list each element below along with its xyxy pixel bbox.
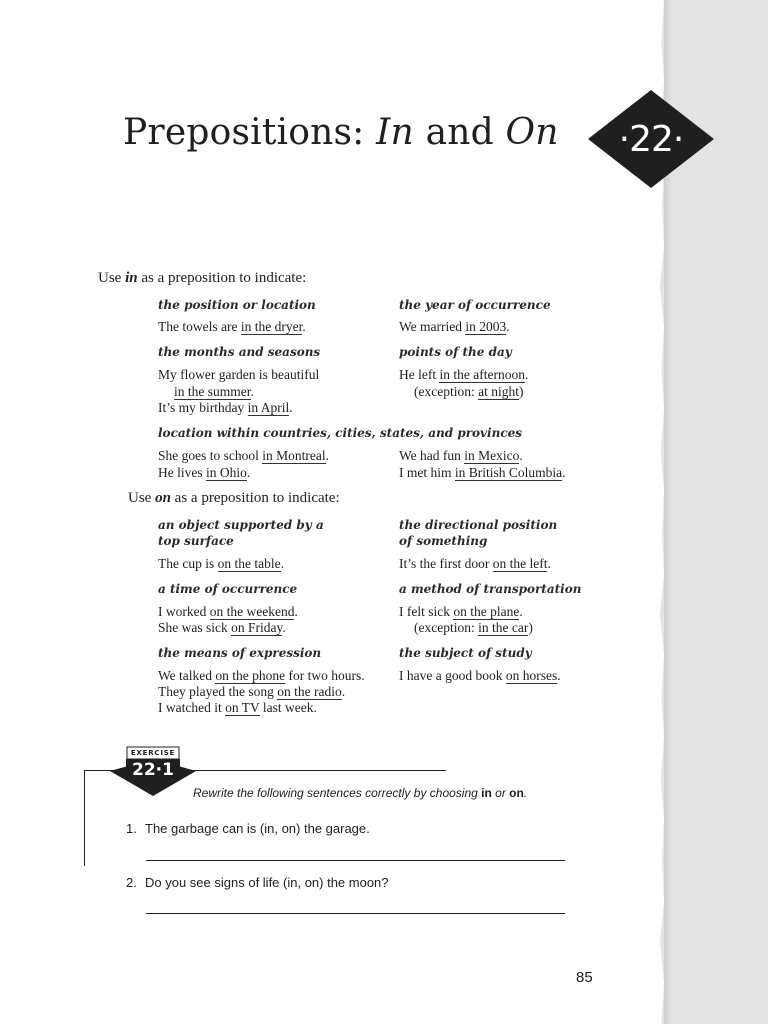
example-line: She goes to school in Montreal. <box>158 448 329 463</box>
example-line: (exception: at night) <box>414 384 524 399</box>
example-line: The cup is on the table. <box>158 556 284 571</box>
intro-in: Use in as a preposition to indicate: <box>98 270 307 286</box>
intro-on: Use on as a preposition to indicate: <box>128 490 340 506</box>
heading-time: a time of occurrence <box>158 582 298 596</box>
example-line: He lives in Ohio. <box>158 465 251 480</box>
heading-points-of-day: points of the day <box>399 345 512 359</box>
example-line: (exception: in the car) <box>414 620 533 635</box>
heading-expression: the means of expression <box>158 646 322 660</box>
heading-direction: the directional position of something <box>399 518 558 548</box>
heading-object: an object supported by a top surface <box>158 518 324 548</box>
answer-line-1[interactable] <box>146 860 565 861</box>
example-line: They played the song on the radio. <box>158 684 346 699</box>
heading-year: the year of occurrence <box>399 298 551 312</box>
answer-line-2[interactable] <box>146 913 565 914</box>
chapter-number: ·22· <box>618 118 684 160</box>
example-line: I watched it on TV last week. <box>158 700 317 715</box>
example-line: I have a good book on horses. <box>399 668 561 683</box>
heading-position: the position or location <box>158 298 316 312</box>
heading-months: the months and seasons <box>158 345 321 359</box>
example-line: We talked on the phone for two hours. <box>158 668 365 683</box>
heading-transport: a method of transportation <box>399 582 582 596</box>
example-line: I felt sick on the plane. <box>399 604 523 619</box>
heading-location-countries: location within countries, cities, states, and provinces <box>158 426 523 440</box>
example-line: The towels are in the dryer. <box>158 319 306 334</box>
example-line: in the summer. <box>174 384 254 399</box>
chapter-badge <box>588 90 714 188</box>
example-line: It’s my birthday in April. <box>158 400 293 415</box>
example-line: We married in 2003. <box>399 319 510 334</box>
example-line: It’s the first door on the left. <box>399 556 551 571</box>
question-1: 1. The garbage can is (in, on) the garage. <box>126 821 370 836</box>
heading-study: the subject of study <box>399 646 532 660</box>
exercise-instruction: Rewrite the following sentences correctly by choosing in or on. <box>193 786 528 800</box>
exercise-label: EXERCISE <box>130 749 176 757</box>
exercise-badge <box>110 744 196 798</box>
example-line: My flower garden is beautiful <box>158 367 320 382</box>
page-number: 85 <box>576 969 593 986</box>
example-line: We had fun in Mexico. <box>399 448 523 463</box>
exercise-number: 22·1 <box>132 760 174 780</box>
example-line: He left in the afternoon. <box>399 367 529 382</box>
example-line: I met him in British Columbia. <box>399 465 566 480</box>
example-line: I worked on the weekend. <box>158 604 298 619</box>
example-line: She was sick on Friday. <box>158 620 286 635</box>
question-2: 2. Do you see signs of life (in, on) the moon? <box>126 875 389 890</box>
page-title: Prepositions: In and On <box>123 112 559 153</box>
